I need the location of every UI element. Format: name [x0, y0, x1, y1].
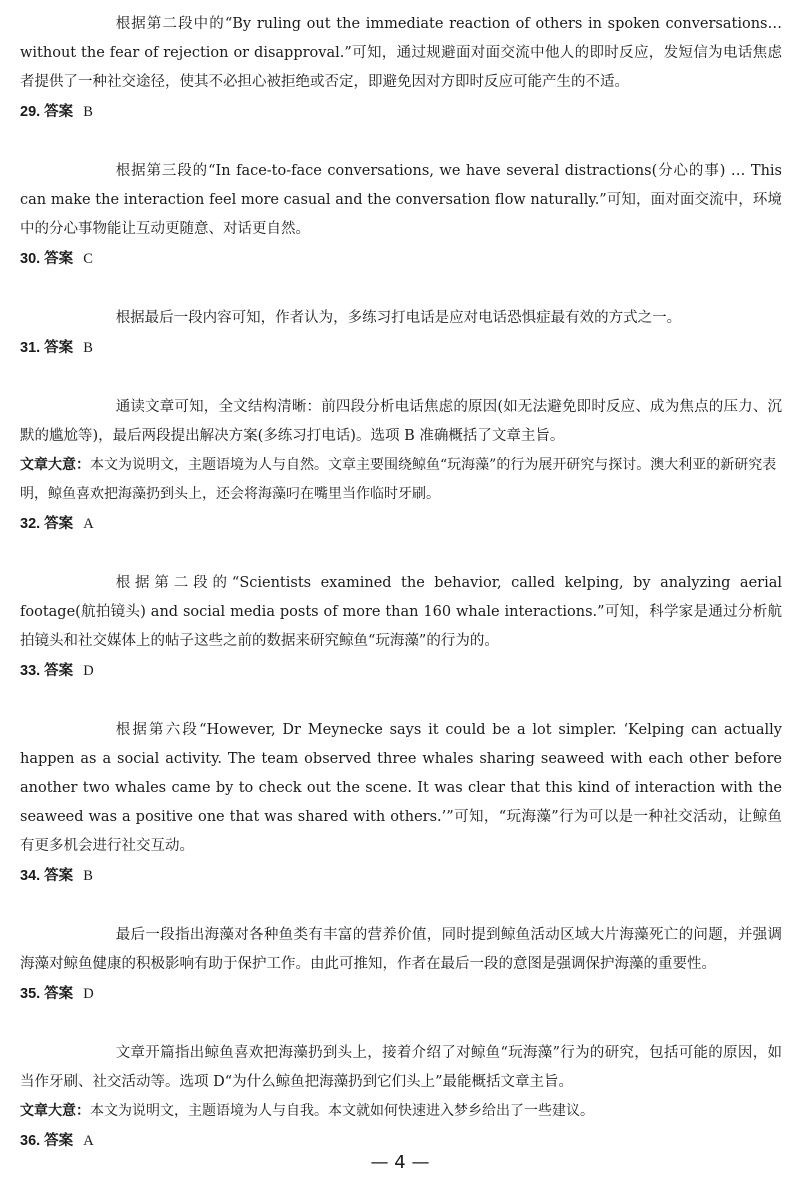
- summary-1-label: 文章大意：: [20, 457, 90, 473]
- explanation-35: 文章开篇指出鲸鱼喜欢把海藻扔到头上，接着介绍了对鲸鱼“玩海藻”行为的研究，包括可能的原因，如当作牙刷、社交活动等。选项 D“为什么鲸鱼把海藻扔到它们头上”最能概括文章主旨。: [20, 1045, 782, 1090]
- answer-30-label: 30. 答案: [20, 251, 74, 267]
- explanation-33: 根据第六段“However, Dr Meynecke says it could be a lot simpler. ‘Kelping can actually happen as a social activity. The team observed three whales sharing seaweed with each other before another two whales came by to check out the scene. It was clear that this kind of interaction with the seaweed was a positive one that was shared with others.’”可知，“玩海藻”行为可以是一种社交活动，让鲸鱼有更多机会进行社交互动。: [20, 722, 782, 854]
- page-number: — 4 —: [370, 1152, 430, 1173]
- answer-36-label: 36. 答案: [20, 1133, 74, 1149]
- explanation-29: 根据第三段的“In face-to-face conversations, we have several distractions(分心的事) … This can make the interaction feel more casual and the conversation flow naturally.”可知，面对面交流中，环境中的分心事物能让互动更随意、对话更自然。: [20, 163, 782, 237]
- answer-36-choice: A: [83, 1133, 94, 1149]
- explanation-32: 根据第二段的“Scientists examined the behavior, called kelping, by analyzing aerial footage(航拍镜头) and social media posts of more than 160 whale interactions.”可知，科学家是通过分析航拍镜头和社交媒体上的帖子这些之前的数据来研究鲸鱼“玩海藻”的行为的。: [20, 575, 782, 649]
- answer-31-label: 31. 答案: [20, 340, 74, 356]
- answer-30-choice: C: [83, 251, 93, 267]
- answer-32: [20, 509, 782, 539]
- answer-29-label: 29. 答案: [20, 104, 74, 120]
- summary-1-text: 本文为说明文，主题语境为人与自然。文章主要围绕鲸鱼“玩海藻”的行为展开研究与探讨。澳大利亚的新研究表明，鲸鱼喜欢把海藻扔到头上，还会将海藻叼在嘴里当作临时牙刷。: [20, 457, 777, 502]
- summary-2-label: 文章大意：: [20, 1103, 90, 1119]
- answer-33: [20, 656, 782, 686]
- explanation-31: 通读文章可知，全文结构清晰：前四段分析电话焦虑的原因(如无法避免即时反应、成为焦点的压力、沉默的尴尬等)，最后两段提出解决方案(多练习打电话)。选项 B 准确概括了文章主旨。: [20, 399, 782, 444]
- explanation-28: 根据第二段中的“By ruling out the immediate reaction of others in spoken conversations…without the fear of rejection or disapproval.”可知，通过规避面对面交流中他人的即时反应，发短信为电话焦虑者提供了一种社交途径，使其不必担心被拒绝或否定，即避免因对方即时反应可能产生的不适。: [20, 16, 782, 90]
- answer-34-choice: B: [83, 868, 93, 884]
- answer-31-choice: B: [83, 340, 93, 356]
- answer-31: [20, 333, 782, 363]
- answer-35-choice: D: [83, 986, 94, 1002]
- explanation-34: 最后一段指出海藻对各种鱼类有丰富的营养价值，同时提到鲸鱼活动区域大片海藻死亡的问题，并强调海藻对鲸鱼健康的积极影响有助于保护工作。由此可推知，作者在最后一段的意图是强调保护海藻的重要性。: [20, 927, 782, 972]
- summary-2-text: 本文为说明文，主题语境为人与自我。本文就如何快速进入梦乡给出了一些建议。: [90, 1103, 594, 1119]
- answer-29: [20, 97, 782, 127]
- answer-35-label: 35. 答案: [20, 986, 74, 1002]
- answer-32-label: 32. 答案: [20, 516, 74, 532]
- answer-32-choice: A: [83, 516, 94, 532]
- answer-34: [20, 861, 782, 891]
- answer-30: [20, 244, 782, 274]
- article-summary-1: [20, 451, 782, 509]
- answer-35: [20, 979, 782, 1009]
- document-page: [20, 10, 782, 1156]
- article-summary-2: [20, 1097, 782, 1126]
- answer-29-choice: B: [83, 104, 93, 120]
- explanation-30: 根据最后一段内容可知，作者认为，多练习打电话是应对电话恐惧症最有效的方式之一。: [115, 310, 682, 326]
- answer-34-label: 34. 答案: [20, 868, 74, 884]
- answer-33-label: 33. 答案: [20, 663, 74, 679]
- answer-33-choice: D: [83, 663, 94, 679]
